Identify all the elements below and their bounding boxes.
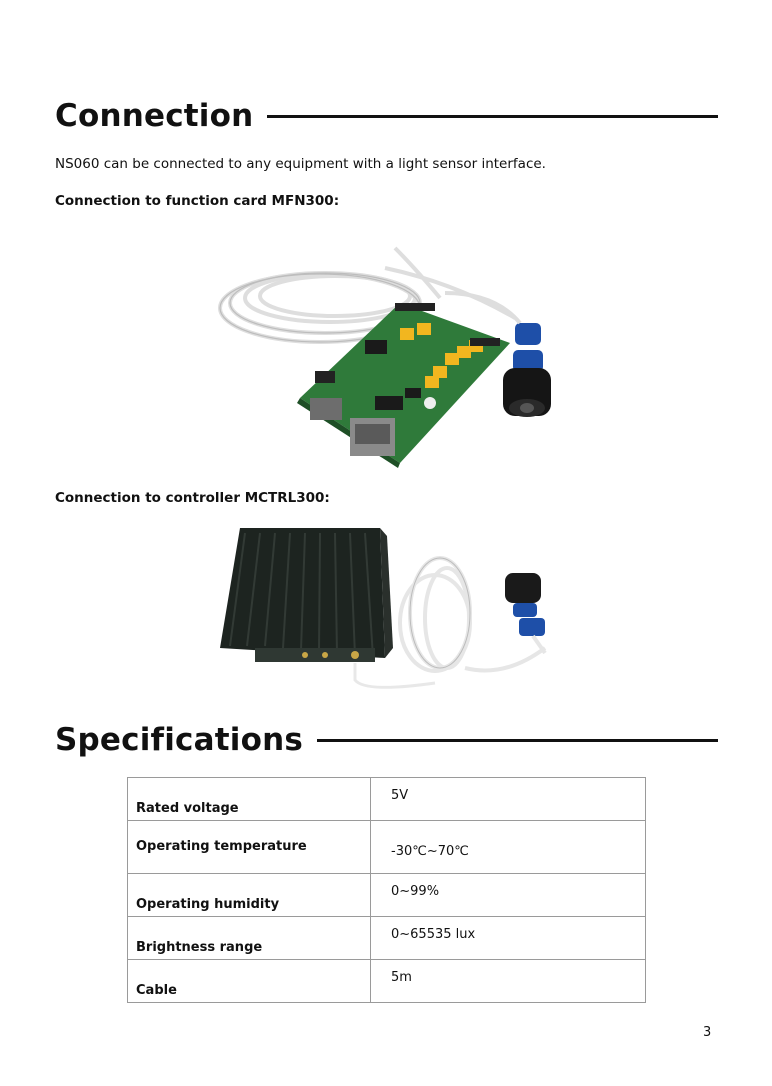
light-sensor-connector: [503, 323, 551, 417]
spec-value: 5m: [371, 960, 646, 1003]
specifications-heading: [55, 722, 718, 758]
table-row: [128, 917, 646, 960]
connection-title: Connection: [55, 98, 254, 134]
connection-title-rule: [267, 115, 718, 118]
spec-label: Operating humidity: [128, 874, 371, 917]
function-card-subheading: Connection to function card MFN300:: [55, 193, 340, 209]
specifications-title-rule: [317, 739, 718, 742]
controller-box: [220, 528, 393, 662]
controller-photo: [215, 518, 565, 708]
function-card-photo: [215, 228, 580, 468]
spec-value: 5V: [371, 778, 646, 821]
serial-port: [310, 398, 342, 420]
spec-value: -30℃~70℃: [371, 821, 646, 874]
specifications-title: Specifications: [55, 722, 304, 758]
table-row: [128, 960, 646, 1003]
controller-light-sensor: [505, 573, 545, 653]
page-number: 3: [703, 1025, 712, 1040]
spec-label: Brightness range: [128, 917, 371, 960]
spec-label: Rated voltage: [128, 778, 371, 821]
spec-value: 0~65535 lux: [371, 917, 646, 960]
controller-subheading: Connection to controller MCTRL300:: [55, 490, 330, 506]
connection-heading: [55, 98, 718, 134]
table-row: [128, 821, 646, 874]
specifications-table: [127, 777, 646, 1003]
connection-intro: NS060 can be connected to any equipment with a light sensor interface.: [55, 156, 546, 172]
table-row: [128, 874, 646, 917]
spec-value: 0~99%: [371, 874, 646, 917]
spec-label: Operating temperature: [128, 821, 371, 874]
spec-label: Cable: [128, 960, 371, 1003]
table-row: [128, 778, 646, 821]
